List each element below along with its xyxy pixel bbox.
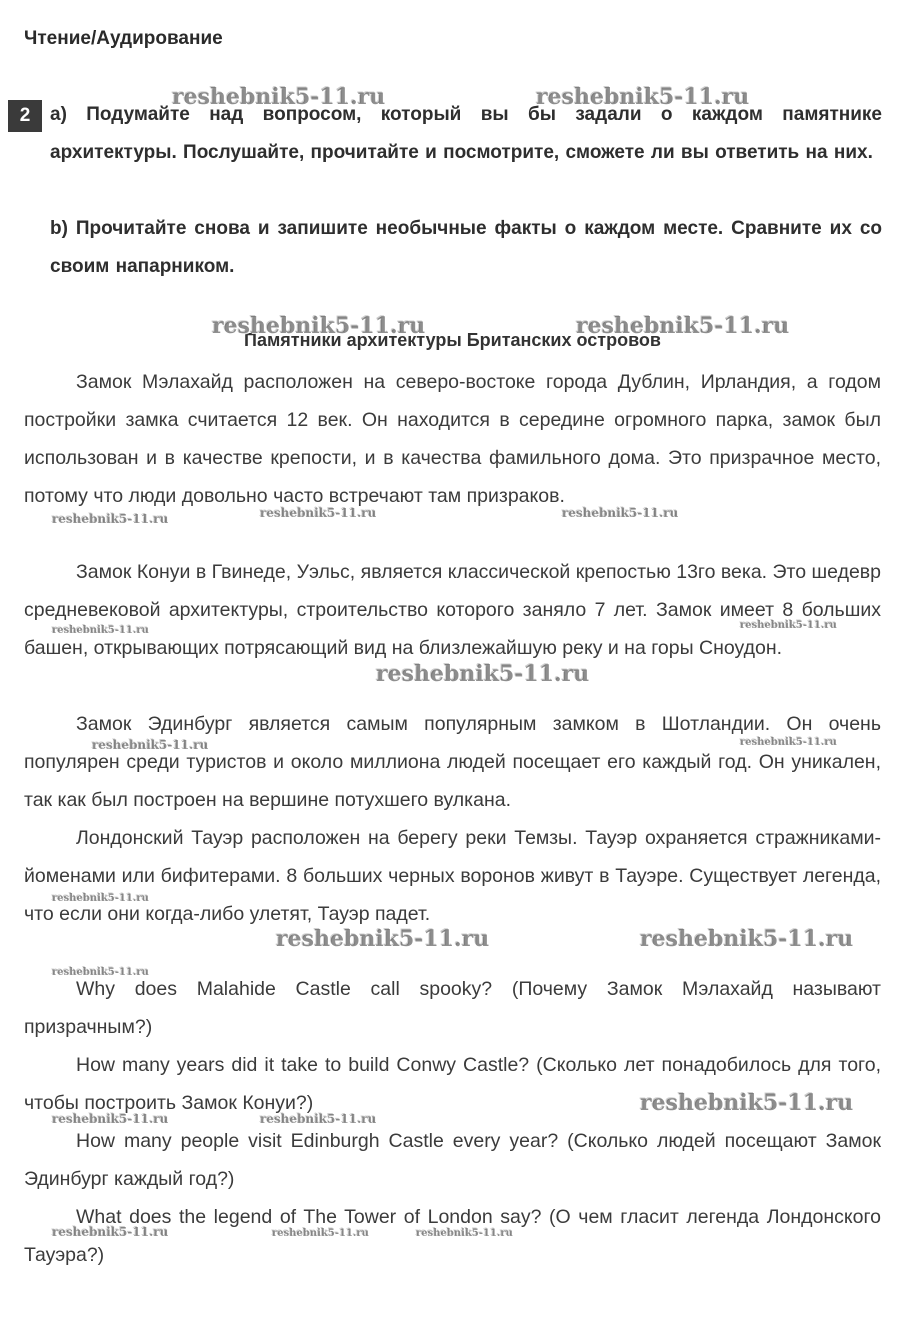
watermark: reshebnik5-11.ru: [260, 1112, 377, 1126]
paragraph-edinburgh: Замок Эдинбург является самым популярным замком в Шотландии. Он очень популярен среди туристов и около миллиона людей посещает его каждый год. Он уникален, так как был построен на вершине потухшего вулкана.: [24, 713, 881, 811]
watermark: reshebnik5-11.ru: [740, 620, 837, 631]
watermark: reshebnik5-11.ru: [416, 1228, 513, 1239]
watermark: reshebnik5-11.ru: [212, 313, 426, 339]
watermark: reshebnik5-11.ru: [52, 967, 149, 978]
question-tower: What does the legend of The Tower of London say? (О чем гласит легенда Лондонского Тауэра?): [24, 1206, 881, 1266]
task-instruction-b: b) Прочитайте снова и запишите необычные факты о каждом месте. Сравните их со своим напарником.: [50, 218, 882, 277]
watermark: reshebnik5-11.ru: [52, 1112, 169, 1126]
watermark: reshebnik5-11.ru: [52, 625, 149, 636]
section-title: Чтение/Аудирование: [24, 28, 223, 49]
task-number-badge: 2: [8, 100, 42, 132]
watermark: reshebnik5-11.ru: [562, 506, 679, 520]
paragraph-tower: Лондонский Тауэр расположен на берегу реки Темзы. Тауэр охраняется стражниками-йоменами или бифитерами. 8 больших черных воронов живут в Тауэре. Существует легенда, что если они когда-либо улетят, Тауэр падет.: [24, 827, 881, 925]
watermark: reshebnik5-11.ru: [260, 506, 377, 520]
watermark: reshebnik5-11.ru: [92, 738, 209, 752]
watermark: reshebnik5-11.ru: [536, 84, 750, 110]
watermark: reshebnik5-11.ru: [52, 1225, 169, 1239]
paragraph-malahide: Замок Мэлахайд расположен на северо-востоке города Дублин, Ирландия, а годом постройки замка считается 12 век. Он находится в середине огромного парка, замок был использован и в качестве крепости, и в качества фамильного дома. Это призрачное место, потому что люди довольно часто встречают там призраков.: [24, 371, 881, 507]
watermark: reshebnik5-11.ru: [52, 893, 149, 904]
question-malahide: Why does Malahide Castle call spooky? (Почему Замок Мэлахайд называют призрачным?): [24, 978, 881, 1038]
question-edinburgh: How many people visit Edinburgh Castle every year? (Сколько людей посещают Замок Эдинбург каждый год?): [24, 1130, 881, 1190]
watermark: reshebnik5-11.ru: [640, 926, 854, 952]
watermark: reshebnik5-11.ru: [576, 313, 790, 339]
watermark: reshebnik5-11.ru: [376, 661, 590, 687]
watermark: reshebnik5-11.ru: [276, 926, 490, 952]
watermark: reshebnik5-11.ru: [272, 1228, 369, 1239]
watermark: reshebnik5-11.ru: [740, 737, 837, 748]
task-instruction-a: a) Подумайте над вопросом, который вы бы задали о каждом памятнике архитектуры. Послушайте, прочитайте и посмотрите, сможете ли вы ответить на них.: [50, 104, 882, 163]
paragraph-conwy: Замок Конуи в Гвинеде, Уэльс, является классической крепостью 13го века. Это шедевр средневековой архитектуры, строительство которого заняло 7 лет. Замок имеет 8 больших башен, открывающих потрясающий вид на близлежайшую реку и на горы Сноудон.: [24, 561, 881, 659]
watermark: reshebnik5-11.ru: [640, 1090, 854, 1116]
watermark: reshebnik5-11.ru: [172, 84, 386, 110]
article-heading: Памятники архитектуры Британских островов: [244, 330, 661, 350]
question-conwy: How many years did it take to build Conwy Castle? (Сколько лет понадобилось для того, чтобы построить Замок Конуи?): [24, 1054, 881, 1114]
watermark: reshebnik5-11.ru: [52, 512, 169, 526]
